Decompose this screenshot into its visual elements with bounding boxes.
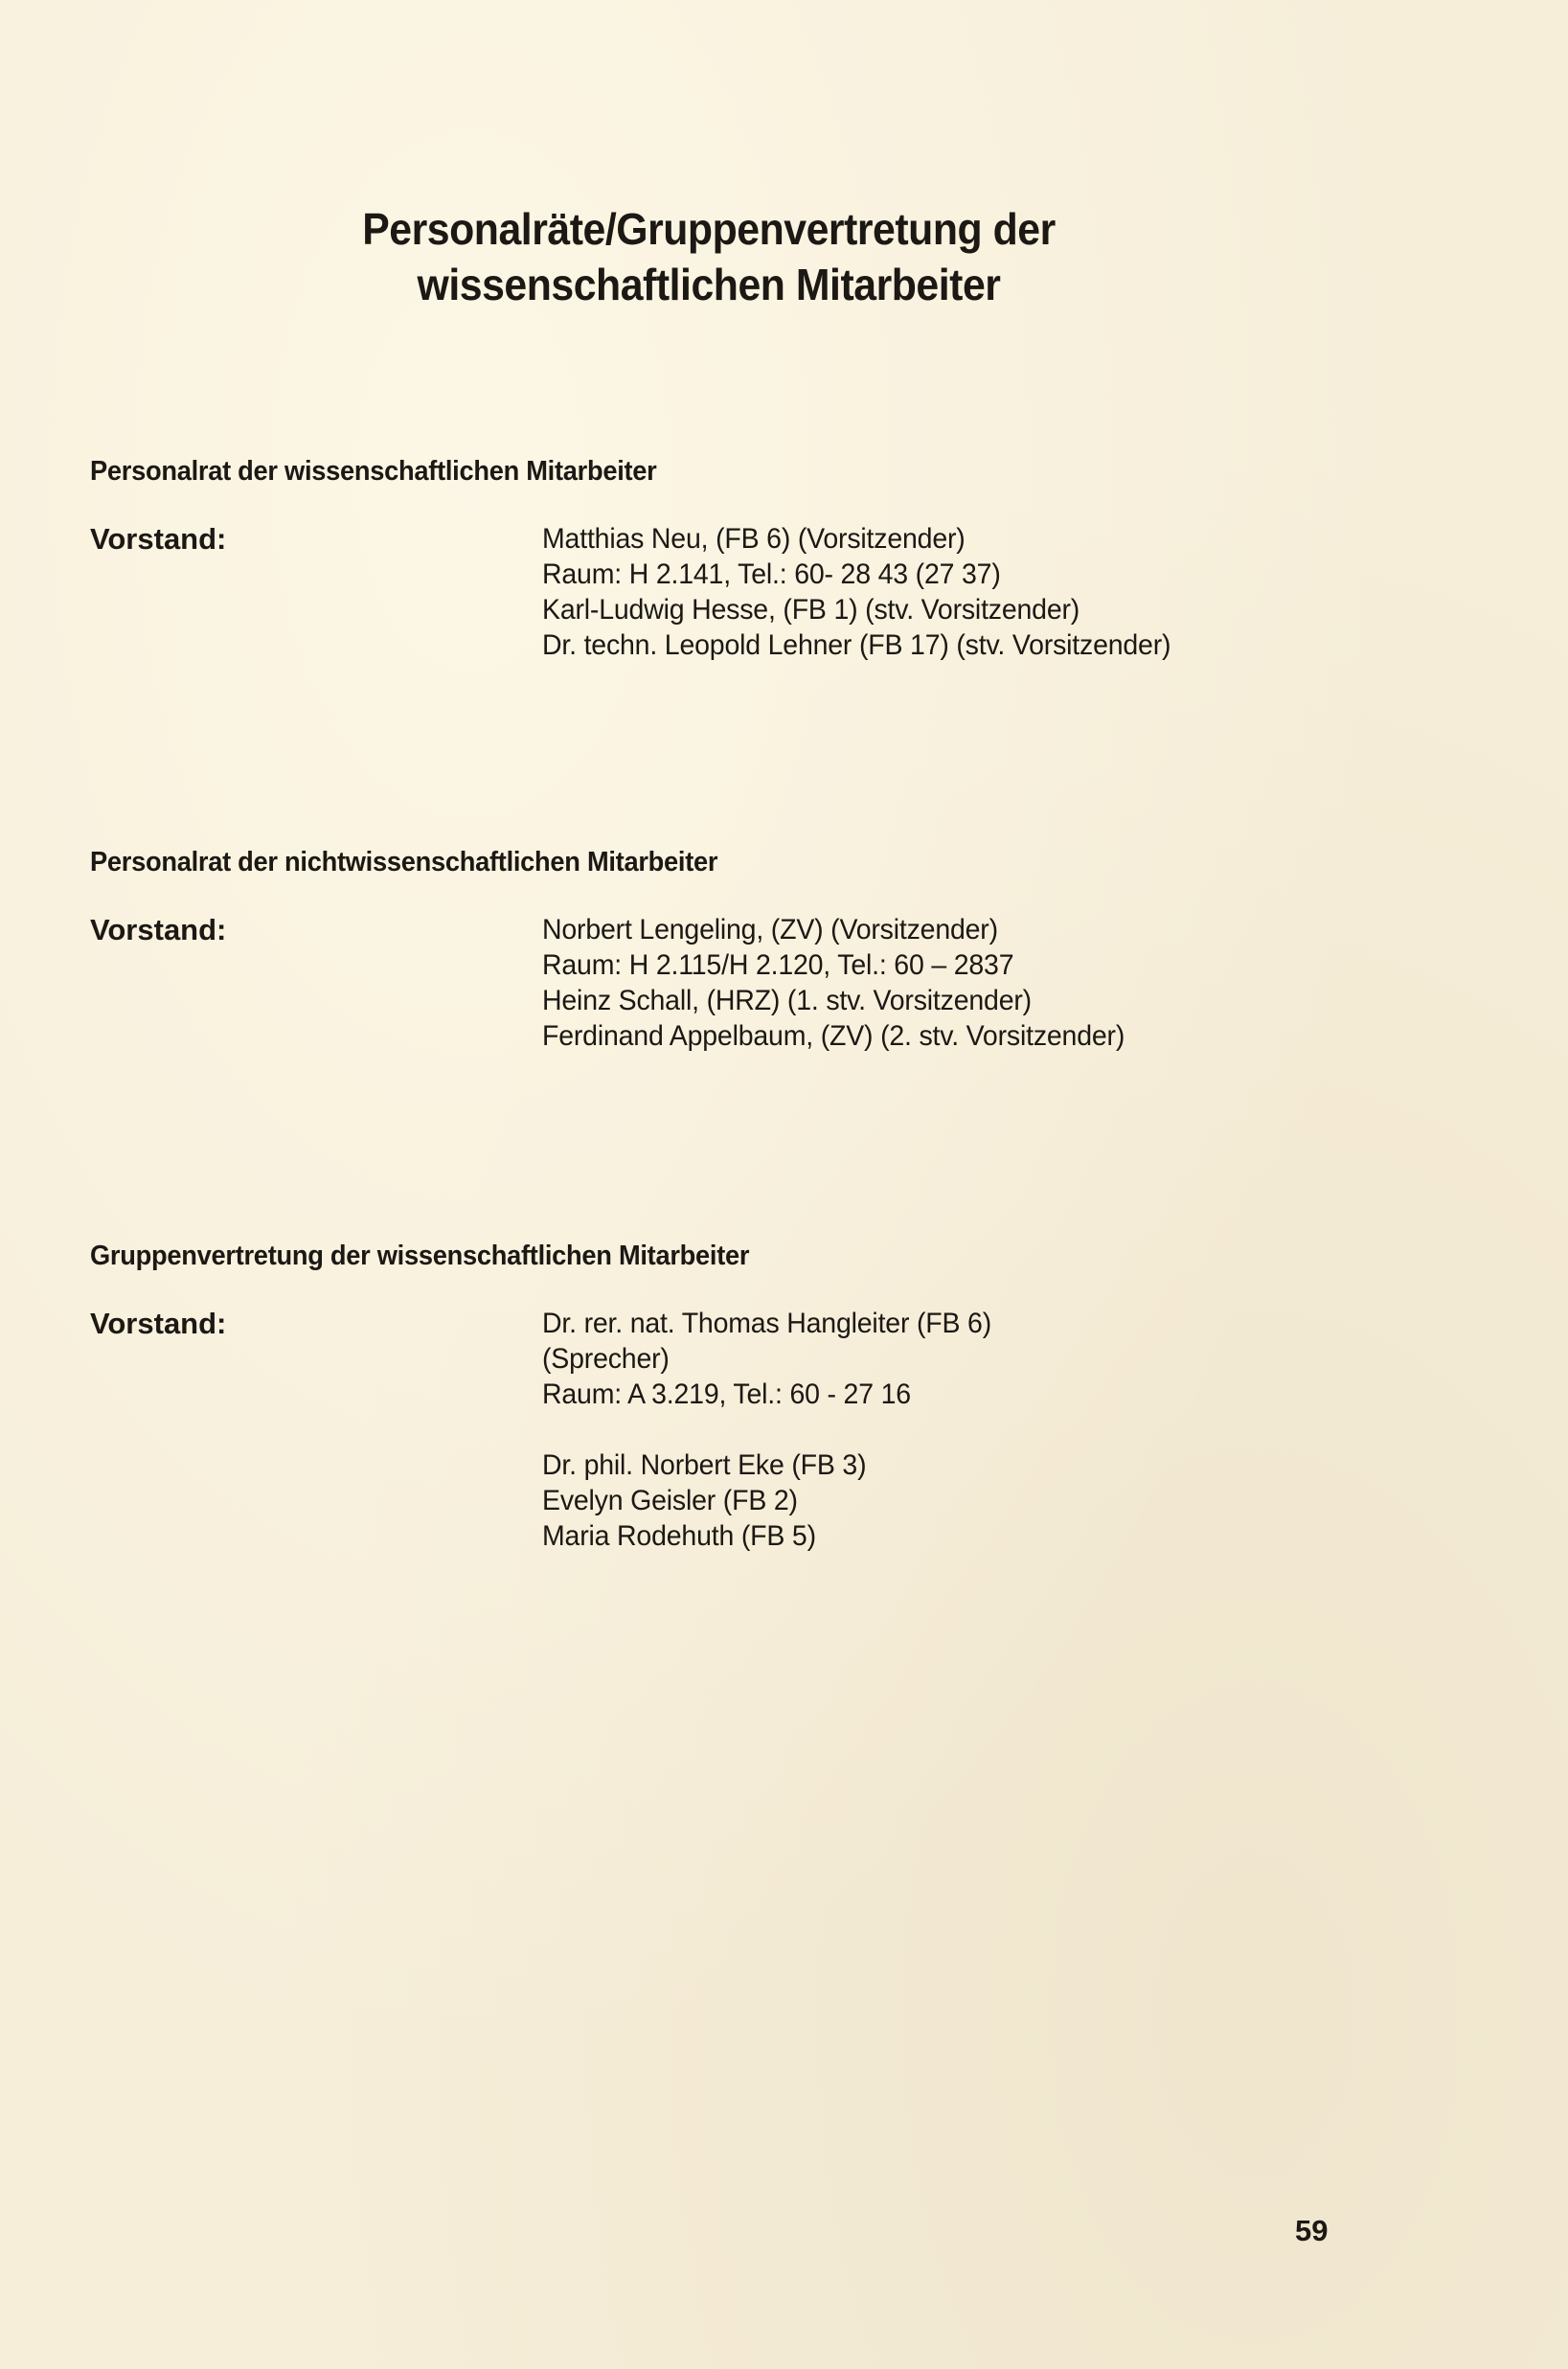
member-line: (Sprecher): [542, 1343, 670, 1375]
vorstand-label: Vorstand:: [90, 522, 227, 556]
member-line: Evelyn Geisler (FB 2): [542, 1485, 798, 1516]
page-title-line-1: Personalräte/Gruppenvertretung der: [362, 204, 1056, 254]
member-line: Raum: A 3.219, Tel.: 60 - 27 16: [542, 1378, 911, 1410]
member-line: Heinz Schall, (HRZ) (1. stv. Vorsitzender): [542, 985, 1032, 1016]
vorstand-members: [542, 521, 1204, 663]
section-heading: Gruppenvertretung der wissenschaftlichen Mitarbeiter: [90, 1241, 750, 1271]
member-line: Norbert Lengeling, (ZV) (Vorsitzender): [542, 914, 998, 945]
member-line: Dr. rer. nat. Thomas Hangleiter (FB 6): [542, 1308, 992, 1339]
section-gruppenvertretung: [90, 1239, 1479, 1552]
section-personalrat-nichtwissenschaftlich: [90, 845, 1479, 1052]
member-line: Dr. techn. Leopold Lehner (FB 17) (stv. Vorsitzender): [542, 629, 1171, 661]
vorstand-members: [542, 1306, 1015, 1554]
section-heading: Personalrat der nichtwissenschaftlichen Mitarbeiter: [90, 847, 718, 877]
section-heading: Personalrat der wissenschaftlichen Mitarbeiter: [90, 456, 657, 487]
member-line: Raum: H 2.115/H 2.120, Tel.: 60 – 2837: [542, 949, 1014, 981]
page-title: [210, 201, 1208, 312]
page-title-line-2: wissenschaftlichen Mitarbeiter: [417, 260, 1001, 309]
vorstand-label: Vorstand:: [90, 913, 227, 946]
member-line: Dr. phil. Norbert Eke (FB 3): [542, 1449, 867, 1481]
member-line: Raum: H 2.141, Tel.: 60- 28 43 (27 37): [542, 558, 1001, 590]
member-line: Maria Rodehuth (FB 5): [542, 1520, 816, 1552]
member-line: Ferdinand Appelbaum, (ZV) (2. stv. Vorsitzender): [542, 1020, 1125, 1052]
page-number: 59: [1295, 2214, 1329, 2247]
vorstand-label: Vorstand:: [90, 1307, 227, 1340]
member-line: Karl-Ludwig Hesse, (FB 1) (stv. Vorsitzender): [542, 594, 1080, 626]
member-line: Matthias Neu, (FB 6) (Vorsitzender): [542, 523, 966, 555]
vorstand-members: [542, 912, 1155, 1054]
spacer: [542, 1412, 1015, 1447]
section-personalrat-wissenschaftlich: [90, 454, 1479, 661]
